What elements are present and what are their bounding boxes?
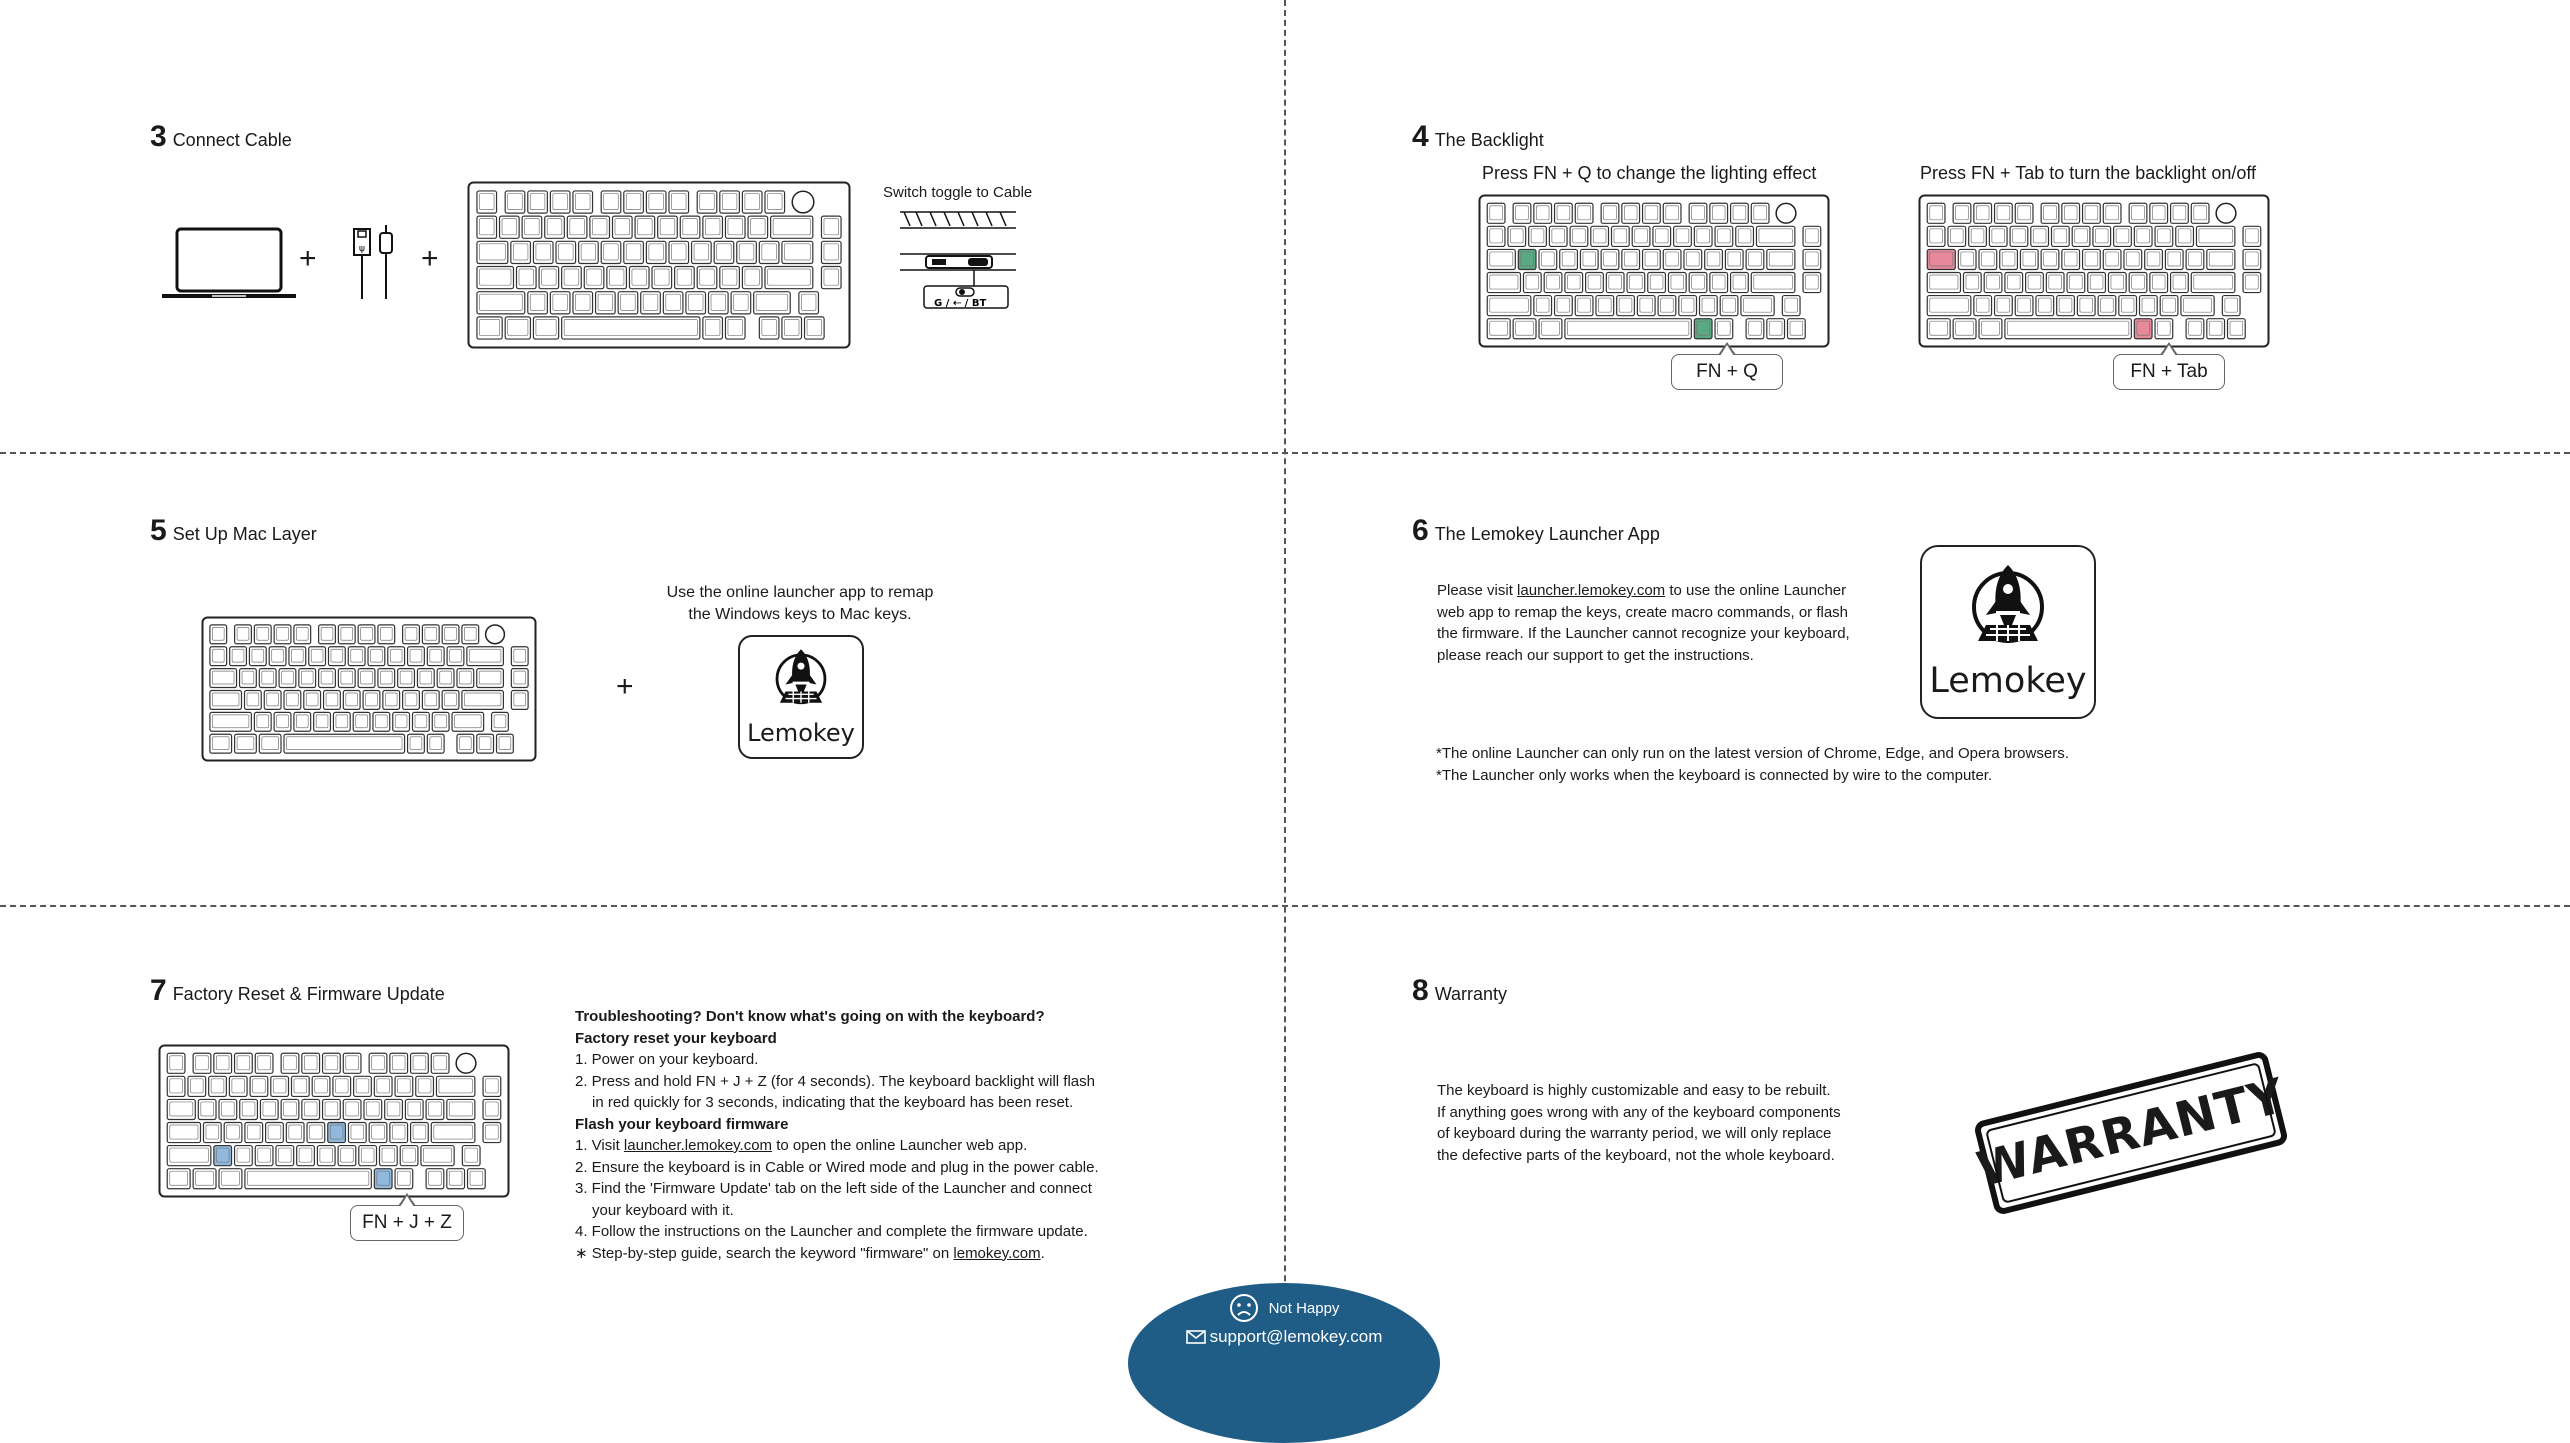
key (2207, 249, 2235, 269)
mac-caption: Use the online launcher app to remap the Windows keys to Mac keys. (666, 584, 934, 623)
section-mac-heading (150, 514, 317, 548)
section-number: 3 (150, 120, 167, 153)
key-tab (167, 1099, 195, 1119)
key (431, 1123, 475, 1143)
sad-face-icon (1229, 1293, 1259, 1323)
key (1767, 249, 1795, 269)
section-warranty-heading (1412, 974, 1507, 1008)
section-number: 8 (1412, 974, 1429, 1007)
section-number: 7 (150, 974, 167, 1007)
section-title: The Lemokey Launcher App (1434, 524, 1660, 544)
rocket-shape (1974, 565, 2042, 641)
key (219, 1169, 242, 1189)
key (447, 1099, 475, 1119)
lemokey-link[interactable]: lemokey.com (953, 1244, 1041, 1262)
launcher-link[interactable]: launcher.lemokey.com (1517, 582, 1666, 599)
key (1751, 273, 1795, 293)
vertical-divider (1284, 0, 1286, 1361)
key (167, 1123, 200, 1143)
svg-text:ψ: ψ (359, 244, 365, 254)
key (2181, 296, 2214, 316)
usb-cable-icon (350, 225, 400, 301)
keyboard-knob (486, 625, 505, 644)
keyboard-knob (2216, 203, 2236, 223)
keyboard-illustration-fn-j-z (158, 1044, 510, 1198)
section-number: 4 (1412, 120, 1429, 153)
rocket-icon (770, 645, 832, 715)
plus-sign: + (421, 242, 439, 275)
section-title: Connect Cable (172, 130, 292, 150)
key (1979, 319, 2002, 339)
support-email[interactable]: support@lemokey.com (1209, 1327, 1383, 1346)
key-tab (1927, 249, 1955, 269)
key (167, 1169, 190, 1189)
launcher-notes: *The online Launcher can only run on the latest version of Chrome, Edge, and Opera browsers. *The Launcher only works when the keyboard is connected by wire to the computer. (1436, 745, 2069, 784)
section-number: 5 (150, 514, 167, 547)
key-combo-fn-q: FN + Q (1671, 354, 1783, 390)
horizontal-divider-top (0, 452, 2570, 454)
key (421, 1146, 454, 1166)
mail-icon (1186, 1330, 1206, 1344)
warranty-stamp: WARRANTY (1973, 1050, 2289, 1216)
warranty-text: The keyboard is highly customizable and easy to be rebuilt. If anything goes wrong with any of the keyboard components of keyboard during the warranty period, we will only replace the defective parts of the keyboard, not the whole keyboard. (1437, 1082, 1841, 1164)
key (2196, 226, 2234, 246)
section-number: 6 (1412, 514, 1429, 547)
key-combo-fn-tab: FN + Tab (2113, 354, 2225, 390)
laptop-icon (160, 226, 298, 300)
logo-wordmark: Lemokey (1929, 661, 2087, 701)
section-backlight-heading (1412, 120, 1544, 154)
key (1565, 319, 1691, 339)
launcher-paragraph: Please visit launcher.lemokey.com to use the online Launcher web app to remap the keys, create macro commands, or flash the firmware. If the Launcher cannot recognize your keyboard, please reach our support to get the instructions. (1437, 582, 1850, 664)
key (1487, 319, 1510, 339)
rocket-icon (1964, 559, 2052, 657)
key (167, 1146, 211, 1166)
keyboard-illustration (201, 616, 537, 762)
horizontal-divider-bottom (0, 905, 2570, 907)
key (193, 1169, 216, 1189)
key (1927, 273, 1960, 293)
lemokey-logo (1920, 545, 2096, 719)
keyboard-illustration-fn-tab (1918, 194, 2270, 348)
logo-wordmark: Lemokey (747, 719, 855, 747)
section-launcher-heading (1412, 514, 1660, 548)
key (1756, 226, 1794, 246)
launcher-link[interactable]: launcher.lemokey.com (623, 1137, 773, 1154)
section-reset-heading (150, 974, 445, 1008)
lemokey-logo (738, 635, 864, 759)
section-title: Factory Reset & Firmware Update (172, 984, 445, 1004)
section-title: The Backlight (1434, 130, 1544, 150)
keyboard-knob (456, 1053, 476, 1073)
section-title: Set Up Mac Layer (172, 524, 317, 544)
key (1741, 296, 1774, 316)
keyboard-knob (1776, 203, 1796, 223)
backlight-left-caption: Press FN + Q to change the lighting effect (1482, 163, 1817, 183)
support-badge[interactable] (1128, 1283, 1440, 1443)
rocket-shape (777, 649, 825, 703)
keyboard-illustration-fn-q (1478, 194, 1830, 348)
key (1487, 273, 1520, 293)
key (436, 1076, 474, 1096)
key (1513, 319, 1536, 339)
key (1953, 319, 1976, 339)
support-title: Not Happy (1268, 1299, 1340, 1317)
key (2191, 273, 2235, 293)
key (1487, 296, 1531, 316)
key-tab (1487, 249, 1515, 269)
key (2005, 319, 2131, 339)
switch-toggle-icon (898, 206, 1018, 326)
keyboard-knob (792, 191, 814, 213)
key (245, 1169, 371, 1189)
plus-sign: + (616, 670, 634, 703)
plus-sign: + (299, 242, 317, 275)
key (1539, 319, 1562, 339)
reset-instructions: Troubleshooting? Don't know what's going on with the keyboard? Factory reset your keyboard 1. Power on your keyboard. 2. Press and hold FN + J + Z (for 4 seconds). The keyboard backlight will flash in red quickly for 3 seconds, indicating that the keyboard has been reset. Flash your keyboard firmware 1. Visit launcher.lemokey.com to open the online Launcher web app. 2. Ensure the keyboard is in Cable or Wired mode and plug in the power cable. 3. Find the 'Firmware Update' tab on the left side of the Launcher and connect your keyboard with it. 4. Follow the instructions on the Launcher and complete the firmware update. ∗ Step-by-step guide, search the keyword "firmware" on lemokey.com. (575, 1008, 1099, 1262)
section-title: Warranty (1434, 984, 1508, 1004)
key-combo-fn-j-z: FN + J + Z (350, 1205, 464, 1241)
keyboard-illustration (467, 181, 851, 349)
key (1927, 296, 1971, 316)
section-connect-heading (150, 120, 292, 154)
switch-label: Switch toggle to Cable (883, 184, 1033, 201)
key (1927, 319, 1950, 339)
backlight-right-caption: Press FN + Tab to turn the backlight on/off (1920, 163, 2257, 183)
switch-caption: G / ⇠ / BT (934, 298, 987, 309)
